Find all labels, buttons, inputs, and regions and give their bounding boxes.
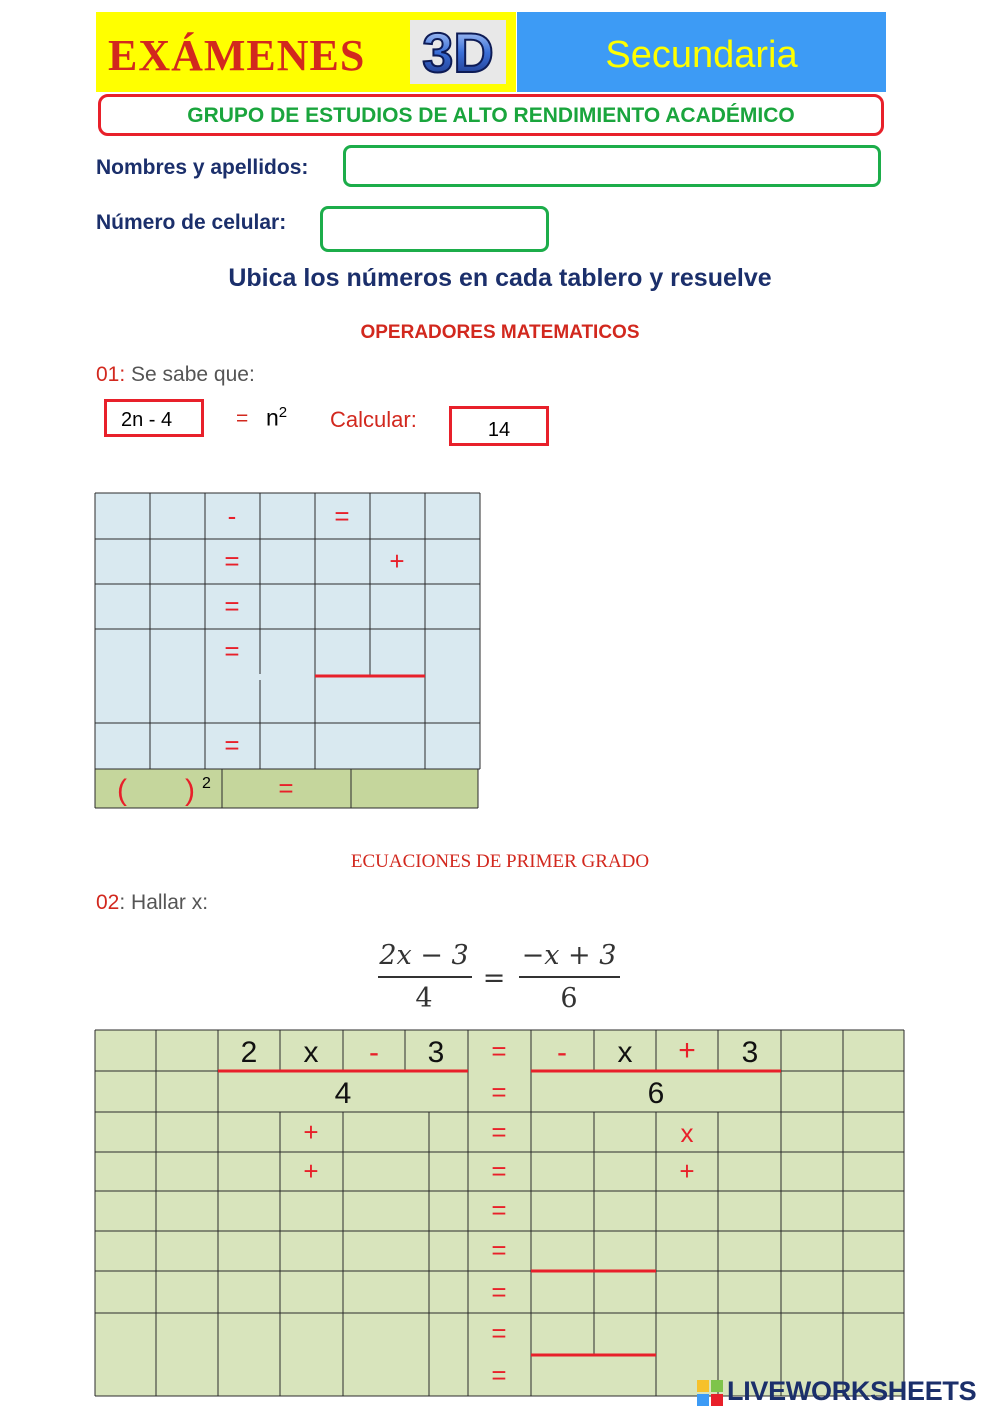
board1-eq-4: = xyxy=(224,636,240,666)
question-1-text: Se sabe que: xyxy=(125,363,255,386)
question-1-number: 01: xyxy=(96,363,126,386)
board1-open-paren: ( xyxy=(117,774,127,807)
header-title: EXÁMENES xyxy=(108,31,366,80)
board1-eq-5: = xyxy=(224,730,240,760)
question-2-text: : Hallar x: xyxy=(119,891,209,914)
b2-r4-eq: = xyxy=(491,1156,507,1186)
header-level: Secundaria xyxy=(605,34,798,76)
board1-minus: - xyxy=(227,501,237,531)
section1-title: OPERADORES MATEMATICOS xyxy=(360,322,640,343)
b2-r1-c8: + xyxy=(678,1034,696,1067)
board1-eq-3: = xyxy=(224,591,240,621)
section2-title: ECUACIONES DE PRIMER GRADO xyxy=(350,851,650,872)
board1-eq-2: = xyxy=(224,546,240,576)
question-2-number: 02 xyxy=(96,891,120,914)
b2-r4-plus-right: + xyxy=(679,1156,695,1186)
board1-exponent: 2 xyxy=(202,775,211,792)
rhs-base: n xyxy=(266,404,279,431)
liveworksheets-logo-icon xyxy=(697,1380,723,1406)
board1-eq-1: = xyxy=(334,501,350,531)
b2-r1-c9: 3 xyxy=(741,1036,759,1069)
b2-r9-eq: = xyxy=(491,1360,507,1390)
eq-left-numerator: 2x − 3 xyxy=(379,940,469,971)
board1-eq-6: = xyxy=(278,773,294,803)
b2-r1-c2: x xyxy=(303,1036,319,1069)
b2-r1-c4: 3 xyxy=(427,1036,445,1069)
operator-expression-box: 2n - 4 xyxy=(104,399,204,437)
eq-right-numerator: −x + 3 xyxy=(521,940,617,971)
b2-r3-eq: = xyxy=(491,1117,507,1147)
calculate-label: Calcular: xyxy=(330,407,417,432)
group-banner: GRUPO DE ESTUDIOS DE ALTO RENDIMIENTO ACADÉMICO xyxy=(98,94,884,136)
name-label: Nombres y apellidos: xyxy=(96,156,309,179)
operator-equals: = xyxy=(236,407,249,430)
calculate-value-box: 14 xyxy=(449,406,549,446)
rhs-exponent: 2 xyxy=(278,404,288,421)
b2-r2-right-den: 6 xyxy=(647,1077,665,1110)
board1-plus: + xyxy=(389,546,405,576)
b2-r1-c7: x xyxy=(617,1036,633,1069)
b2-r1-c3: - xyxy=(369,1036,379,1069)
b2-r3-plus: + xyxy=(303,1117,319,1147)
b2-r5-eq: = xyxy=(491,1195,507,1225)
instruction-text: Ubica los números en cada tablero y resuelve xyxy=(228,264,772,292)
b2-r3-times: x xyxy=(680,1118,694,1148)
b2-r2-eq: = xyxy=(491,1077,507,1107)
board1-close-paren: ) xyxy=(185,774,195,807)
liveworksheets-watermark[interactable]: LIVEWORKSHEETS xyxy=(727,1376,977,1406)
eq-left-denominator: 4 xyxy=(415,983,433,1014)
b2-r6-eq: = xyxy=(491,1235,507,1265)
eq-right-denominator: 6 xyxy=(560,983,578,1014)
b2-r1-c6: - xyxy=(557,1036,567,1069)
b2-r4-plus: + xyxy=(303,1156,319,1186)
b2-r8-eq: = xyxy=(491,1318,507,1348)
b2-r7-eq: = xyxy=(491,1277,507,1307)
b2-r1-eq: = xyxy=(491,1036,507,1066)
phone-label: Número de celular: xyxy=(96,211,287,234)
logo-3d-text: 3D xyxy=(422,21,494,84)
b2-r2-left-den: 4 xyxy=(334,1077,352,1110)
b2-r1-c1: 2 xyxy=(240,1036,258,1069)
eq-equals: = xyxy=(482,963,506,994)
